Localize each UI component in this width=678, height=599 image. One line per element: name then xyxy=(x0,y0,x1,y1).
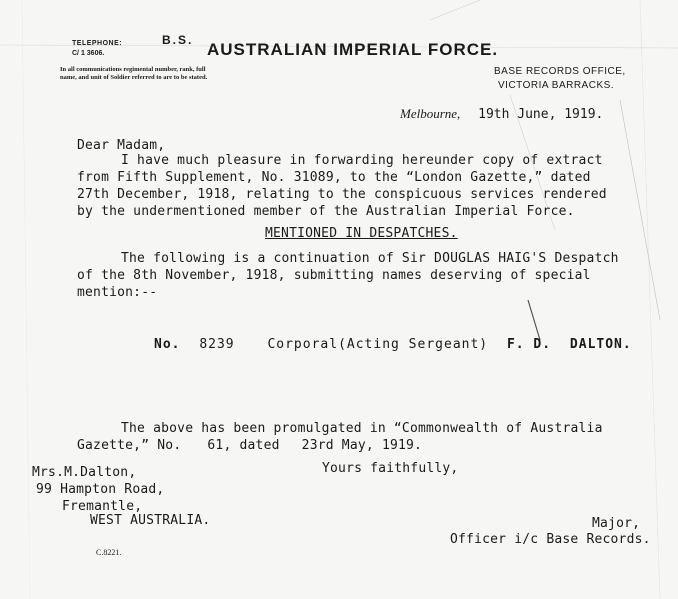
salutation: Dear Madam, xyxy=(77,138,166,153)
para1-line4: by the undermentioned member of the Australian Imperial Force. xyxy=(77,204,575,219)
para1-line3: 27th December, 1918, relating to the conspicuous services rendered xyxy=(77,187,607,202)
para1-line2: from Fifth Supplement, No. 31089, to the “London Gazette,” dated xyxy=(77,170,591,185)
instruction-note: In all communications regimental number, rank, full name, and unit of Soldier referred to are to be stated. xyxy=(60,66,208,81)
sign-off: Yours faithfully, xyxy=(322,461,459,476)
closing-line2 xyxy=(77,438,422,453)
para2-line2: of the 8th November, 1918, submitting names deserving of special xyxy=(77,268,591,283)
form-code: C.8221. xyxy=(96,548,122,557)
ref-no-label: No. xyxy=(154,337,181,352)
letter-date xyxy=(400,106,603,122)
office-name: BASE RECORDS OFFICE, xyxy=(494,66,626,77)
ref-initials: F. D. xyxy=(506,337,552,352)
addressee-line2: 99 Hampton Road, xyxy=(36,482,165,497)
addressee-line4: WEST AUSTRALIA. xyxy=(90,513,211,528)
office-location: VICTORIA BARRACKS. xyxy=(498,80,615,91)
gazette-number: 61 xyxy=(207,438,224,453)
date-text: 19th June, 1919. xyxy=(478,107,604,122)
date-city: Melbourne, xyxy=(400,106,461,121)
signature-role: Officer i/c Base Records. xyxy=(450,532,651,547)
telephone-number: C/ 1 3606. xyxy=(72,50,105,57)
mentioned-heading: MENTIONED IN DESPATCHES. xyxy=(265,226,458,241)
closing-line1: The above has been promulgated in “Commonwealth of Australia xyxy=(121,421,603,436)
gazette-label: Gazette,” No. xyxy=(77,438,182,453)
para2-line3: mention:-- xyxy=(77,285,158,300)
ref-surname: DALTON. xyxy=(569,337,632,352)
telephone-label: TELEPHONE: xyxy=(72,40,123,47)
para1-line1: I have much pleasure in forwarding hereunder copy of extract xyxy=(121,153,603,168)
bs-mark: B.S. xyxy=(162,33,194,47)
addressee-line3: Fremantle, xyxy=(62,499,143,514)
addressee-line1: Mrs.M.Dalton, xyxy=(32,465,137,480)
ref-number: 8239 xyxy=(199,337,235,352)
ref-rank: Corporal(Acting Sergeant) xyxy=(267,337,489,352)
soldier-reference xyxy=(84,337,642,352)
letterhead-title: AUSTRALIAN IMPERIAL FORCE. xyxy=(207,40,499,59)
para2-line1: The following is a continuation of Sir DOUGLAS HAIG'S Despatch xyxy=(121,251,619,266)
gazette-date: 23rd May, 1919. xyxy=(301,438,423,453)
signature-rank: Major, xyxy=(592,516,641,531)
gazette-dated-label: , dated xyxy=(223,438,280,453)
